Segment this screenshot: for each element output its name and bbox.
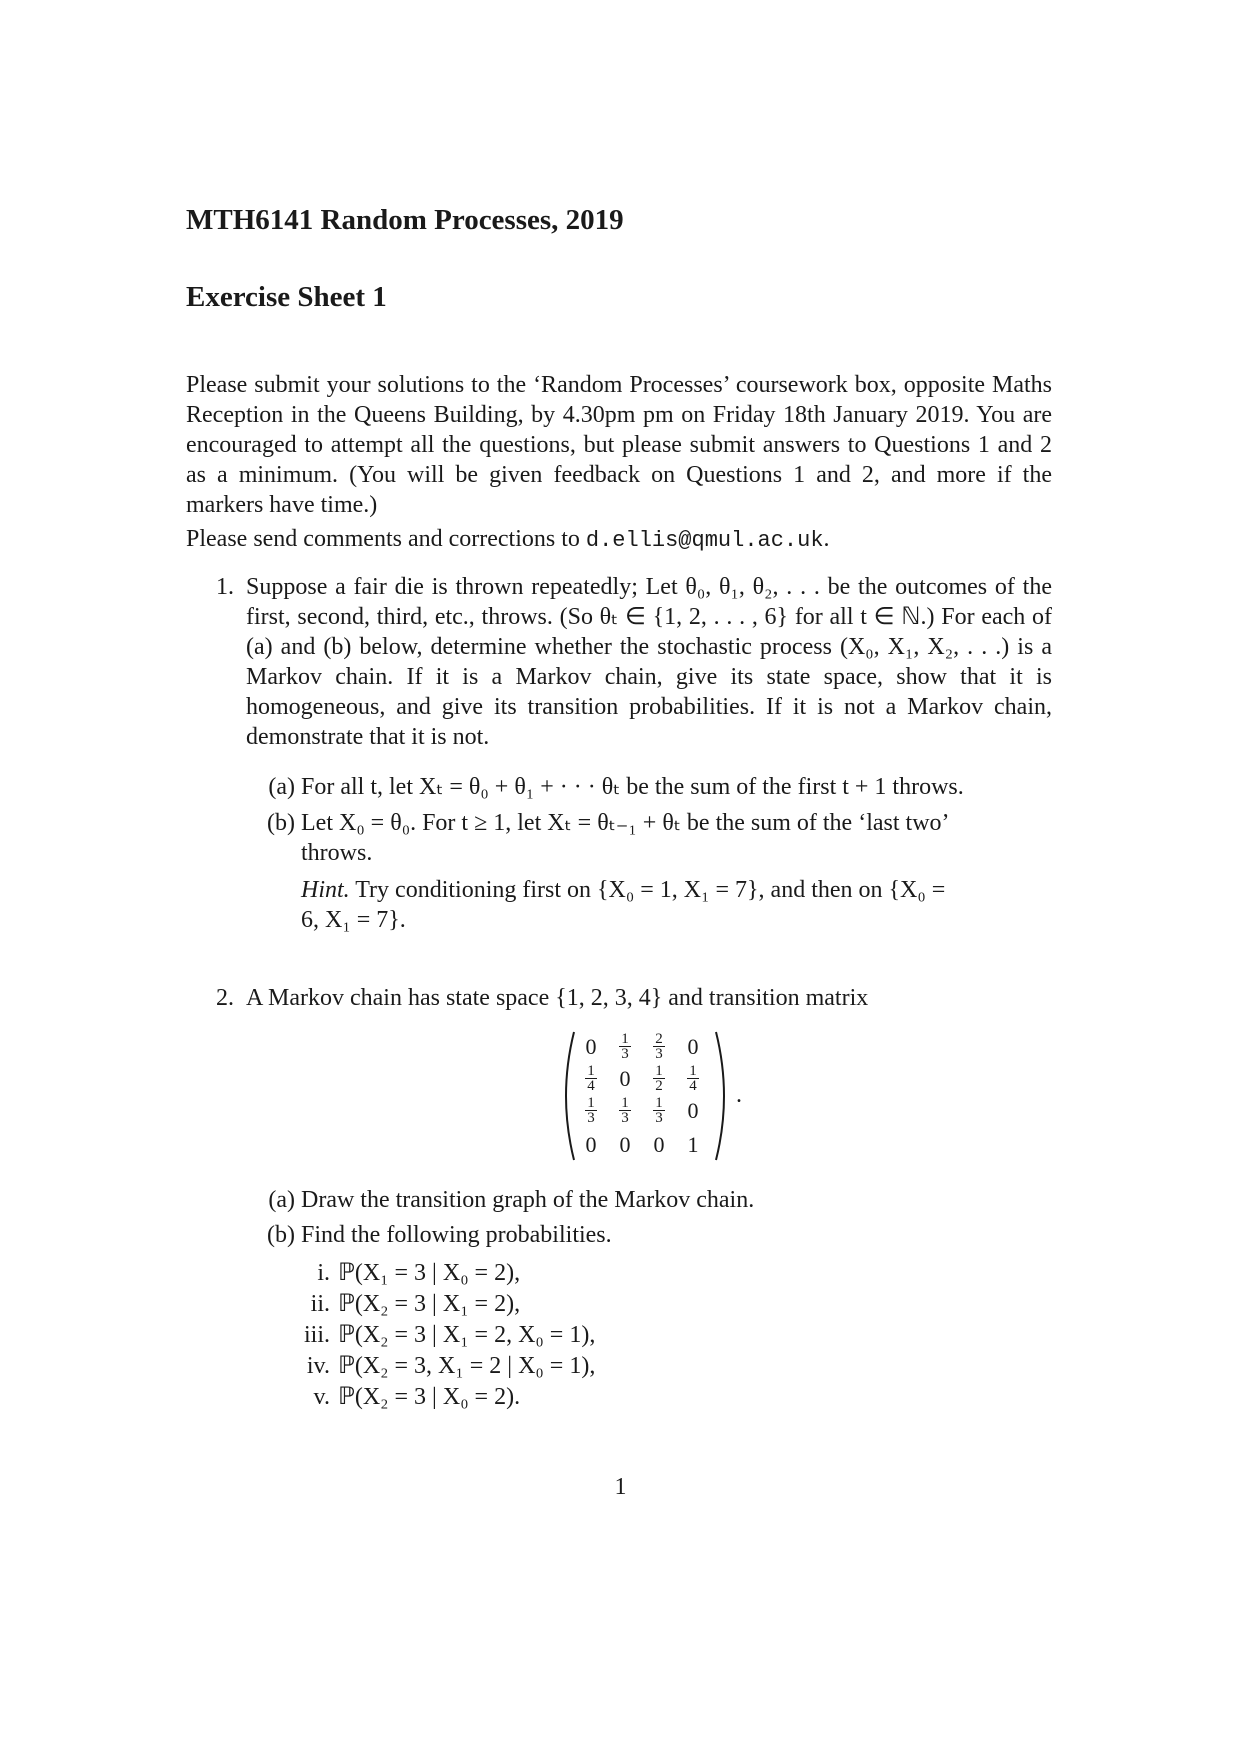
- fraction-numerator: 1: [587, 1063, 595, 1079]
- matrix-cell: [642, 1064, 676, 1096]
- comments-prefix: Please send comments and corrections to: [186, 526, 586, 552]
- fraction: [619, 1096, 631, 1125]
- matrix-cell: [608, 1032, 642, 1064]
- matrix-cell: 0: [687, 1098, 699, 1123]
- comments-line: [186, 524, 1052, 556]
- hint-text: Try conditioning first on {X₀ = 1, X₁ = 7}, and then on {X₀ =: [349, 877, 946, 903]
- hint-label: Hint.: [301, 877, 350, 903]
- matrix-cell: 0: [619, 1066, 631, 1091]
- fraction: [585, 1096, 597, 1125]
- page-number: 1: [614, 1474, 627, 1500]
- fraction-denominator: 3: [587, 1110, 595, 1126]
- fraction-numerator: 1: [655, 1063, 663, 1079]
- subpart-label: i.: [317, 1260, 330, 1286]
- question-2b-label: (b): [267, 1222, 295, 1248]
- matrix-cell: [574, 1096, 608, 1128]
- question-2a-text: Draw the transition graph of the Markov chain.: [301, 1187, 755, 1213]
- matrix-cell: [608, 1096, 642, 1128]
- fraction-denominator: 3: [621, 1110, 629, 1126]
- fraction: [619, 1032, 631, 1061]
- sheet-subtitle: Exercise Sheet 1: [186, 281, 387, 313]
- question-2-number: 2.: [216, 985, 234, 1011]
- transition-matrix: [560, 1030, 730, 1162]
- matrix-cell: [574, 1064, 608, 1096]
- matrix-cell: 0: [585, 1132, 597, 1157]
- fraction: [687, 1064, 699, 1093]
- fraction-denominator: 3: [655, 1046, 663, 1062]
- fraction-numerator: 1: [621, 1031, 629, 1047]
- question-1a-text: For all t, let Xₜ = θ₀ + θ₁ + · · · θₜ be the sum of the first t + 1 throws.: [301, 774, 964, 800]
- question-2a-label: (a): [268, 1187, 295, 1213]
- question-1b-text-cont: throws.: [301, 840, 373, 866]
- subpart-text: ℙ(X₂ = 3 | X₀ = 2).: [338, 1384, 521, 1410]
- submission-instructions: Please submit your solutions to the ‘Random Processes’ coursework box, opposite Maths Reception in the Queens Building, by 4.30pm pm on Friday 18th January 2019. You are encouraged to attempt all the questions, but please submit answers to Questions 1 and 2 as a minimum. (You will be given feedback on Questions 1 and 2, and more if the markers have time.): [186, 372, 1052, 518]
- fraction-denominator: 2: [655, 1078, 663, 1094]
- fraction: [653, 1064, 665, 1093]
- subpart-text: ℙ(X₂ = 3 | X₁ = 2, X₀ = 1),: [338, 1322, 596, 1348]
- subpart-label: ii.: [310, 1291, 330, 1317]
- subpart-text: ℙ(X₂ = 3 | X₁ = 2),: [338, 1291, 521, 1317]
- question-1-text: Suppose a fair die is thrown repeatedly; Let θ₀, θ₁, θ₂, . . . be the outcomes of the first, second, third, etc., throws. (So θₜ ∈ {1, 2, . . . , 6} for all t ∈ ℕ.) For each of (a) and (b) below, determine whether the stochastic process (X₀, X₁, X₂, . . .) is a Markov chain. If it is a Markov chain, give its state space, show that it is homogeneous, and give its transition probabilities. If it is not a Markov chain, demonstrate that it is not.: [246, 574, 1052, 750]
- question-2b-text: Find the following probabilities.: [301, 1222, 612, 1248]
- matrix-cell: 1: [687, 1132, 699, 1157]
- question-1b-hint-cont: 6, X₁ = 7}.: [301, 907, 406, 933]
- matrix-cell: [642, 1032, 676, 1064]
- fraction: [585, 1064, 597, 1093]
- fraction-numerator: 2: [655, 1031, 663, 1047]
- subpart-label: v.: [313, 1384, 330, 1410]
- question-1b-label: (b): [267, 810, 295, 836]
- question-1b-text: Let X₀ = θ₀. For t ≥ 1, let Xₜ = θₜ₋₁ + θₜ be the sum of the ‘last two’: [301, 810, 950, 836]
- matrix-cell: 0: [653, 1132, 665, 1157]
- matrix-cell: [676, 1064, 710, 1096]
- matrix-period: .: [736, 1082, 742, 1108]
- matrix-cell: 0: [687, 1034, 699, 1059]
- subpart-text: ℙ(X₂ = 3, X₁ = 2 | X₀ = 1),: [338, 1353, 596, 1379]
- comments-suffix: .: [823, 526, 830, 552]
- question-1-number: 1.: [216, 574, 234, 600]
- question-1a-label: (a): [268, 774, 295, 800]
- matrix-cell: 0: [585, 1034, 597, 1059]
- fraction-denominator: 4: [587, 1078, 595, 1094]
- matrix-cell: 0: [619, 1132, 631, 1157]
- fraction-denominator: 4: [689, 1078, 697, 1094]
- subpart-text: ℙ(X₁ = 3 | X₀ = 2),: [338, 1260, 521, 1286]
- page-title: MTH6141 Random Processes, 2019: [186, 204, 624, 236]
- fraction-denominator: 3: [621, 1046, 629, 1062]
- fraction: [653, 1032, 665, 1061]
- fraction-numerator: 1: [587, 1095, 595, 1111]
- question-1b-hint: [301, 875, 945, 905]
- question-2-text: A Markov chain has state space {1, 2, 3, 4} and transition matrix: [246, 985, 869, 1011]
- subpart-label: iii.: [303, 1322, 330, 1348]
- contact-email: d.ellis@qmul.ac.uk: [585, 528, 824, 553]
- fraction: [653, 1096, 665, 1125]
- fraction-numerator: 1: [689, 1063, 697, 1079]
- subpart-label: iv.: [306, 1353, 330, 1379]
- fraction-numerator: 1: [621, 1095, 629, 1111]
- fraction-numerator: 1: [655, 1095, 663, 1111]
- matrix-cell: [642, 1096, 676, 1128]
- fraction-denominator: 3: [655, 1110, 663, 1126]
